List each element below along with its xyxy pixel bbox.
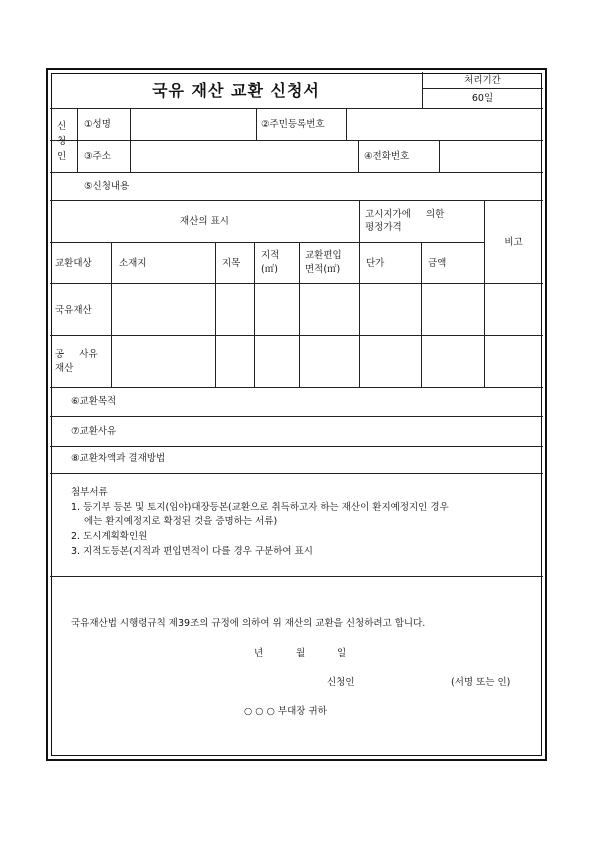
exchange-reason-label: ⑦교환사유: [71, 426, 117, 437]
rule: [50, 473, 543, 474]
rule: [50, 446, 543, 447]
applicant-signature-label: 신청인: [327, 677, 355, 688]
rule: [50, 200, 543, 201]
rule: [50, 387, 543, 388]
rule: [299, 242, 300, 387]
declaration-statement: 국유재산법 시행령규칙 제39조의 규정에 의하여 위 재산의 교환을 신청하려고 합니다.: [71, 618, 426, 629]
rule: [422, 88, 543, 89]
col-area-line2: (㎡): [261, 264, 278, 275]
property-display-header: 재산의 표시: [180, 216, 229, 227]
rule: [439, 140, 440, 172]
date-day: 일: [337, 648, 347, 659]
settlement-method-label: ⑧교환차액과 결재방법: [71, 453, 166, 464]
col-incl-area-line1: 교환편입: [305, 250, 342, 261]
col-area-line1: 지적: [261, 250, 280, 261]
processing-period-label: 처리기간: [464, 75, 501, 86]
applicant-side-label-1: 신: [57, 121, 67, 132]
assessed-price-header-line2: 평정가격: [365, 222, 402, 233]
row-national-property: 국유재산: [55, 305, 92, 316]
attachment-item-1-line1: 1. 등기부 등본 및 토지(임야)대장등본(교환으로 취득하고자 하는 재산이 환지예정지인 경우: [71, 502, 449, 513]
phone-label: ④전화번호: [364, 151, 410, 162]
rule: [50, 283, 543, 284]
rule: [50, 416, 543, 417]
rule: [50, 242, 484, 243]
form-title: 국유 재산 교환 신청서: [152, 81, 320, 100]
col-exchange-target: 교환대상: [55, 258, 92, 269]
rule: [50, 576, 543, 577]
date-year: 년: [254, 648, 264, 659]
rule: [346, 108, 347, 140]
rule: [50, 335, 543, 336]
applicant-side-label-3: 인: [57, 151, 67, 162]
rule: [77, 108, 78, 172]
col-amount: 금액: [428, 258, 447, 269]
signature-or-seal: (서명 또는 인): [451, 677, 511, 688]
rule: [254, 242, 255, 387]
rule: [421, 242, 422, 387]
rule: [50, 172, 543, 173]
attachments-heading: 첨부서류: [71, 487, 108, 498]
address-label: ③주소: [84, 151, 111, 162]
exchange-purpose-label: ⑥교환목적: [71, 396, 117, 407]
col-unit-price: 단가: [366, 258, 385, 269]
attachment-item-3: 3. 지적도등본(지적과 편입면적이 다를 경우 구분하여 표시: [71, 546, 313, 557]
addressee: ○ ○ ○ 부대장 귀하: [244, 706, 327, 717]
col-location: 소재지: [119, 258, 147, 269]
name-label: ①성명: [84, 119, 111, 130]
rule: [359, 200, 360, 387]
assessed-price-header-line1: 고시지가에 의한: [365, 209, 445, 220]
remarks-header: 비고: [504, 237, 523, 248]
rule: [50, 108, 543, 109]
row-public-private-line2: 재산: [55, 363, 74, 374]
application-content-label: ⑤신청내용: [84, 181, 130, 192]
rule: [256, 108, 257, 140]
rule: [130, 108, 131, 172]
rule: [215, 242, 216, 387]
date-month: 월: [296, 648, 306, 659]
attachment-item-2: 2. 도시계획확인원: [71, 531, 148, 542]
row-public-private-line1: 공 사유: [55, 349, 98, 360]
col-incl-area-line2: 면적(㎡): [305, 264, 341, 275]
rule: [111, 242, 112, 387]
applicant-side-label-2: 청: [57, 136, 67, 147]
attachment-item-1-line2: 에는 환지예정지로 확정된 것을 증명하는 서류): [84, 516, 278, 527]
col-land-category: 지목: [222, 258, 241, 269]
rule: [50, 140, 543, 141]
processing-period-value: 60일: [471, 93, 494, 104]
resident-number-label: ②주민등록번호: [261, 119, 325, 130]
rule: [484, 200, 485, 387]
rule: [358, 140, 359, 172]
